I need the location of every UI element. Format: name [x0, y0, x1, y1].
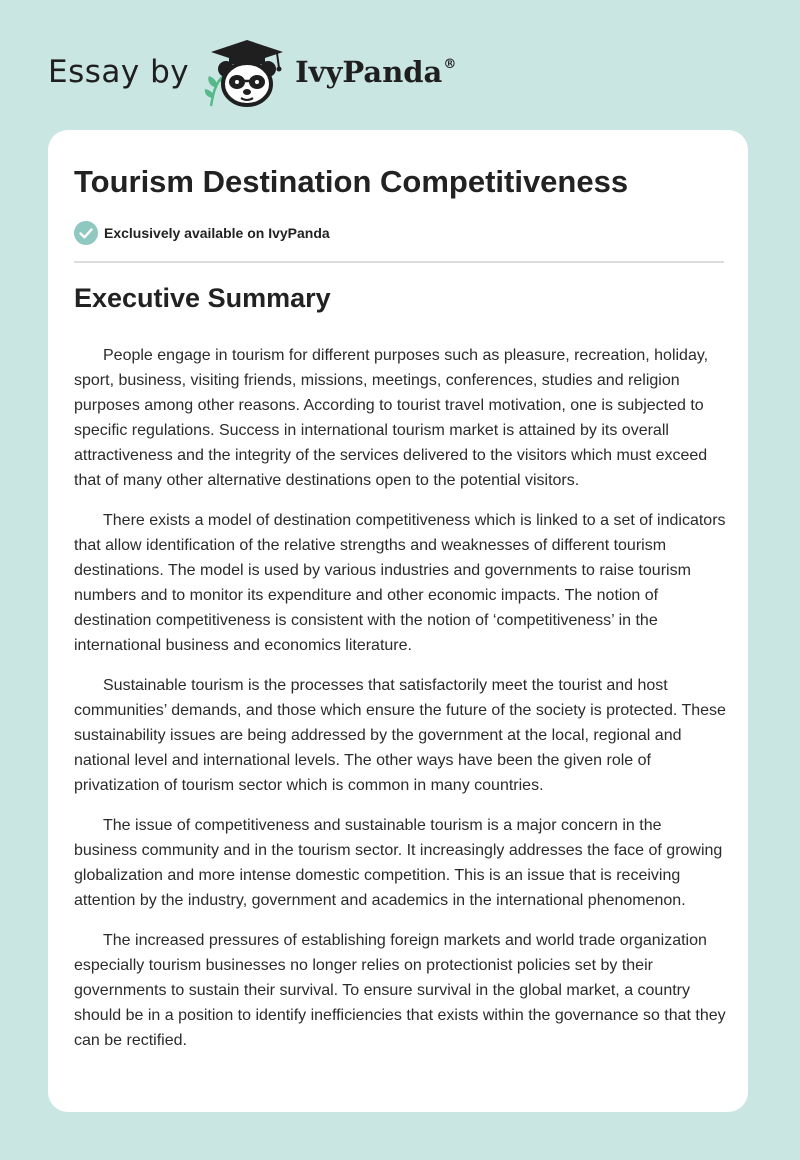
brand-name	[295, 55, 456, 89]
brand-name-text: IvyPanda	[295, 55, 443, 89]
registered-mark: ®	[443, 57, 457, 72]
page-title: Tourism Destination Competitiveness	[74, 164, 629, 199]
paragraph: The issue of competitiveness and sustainable tourism is a major concern in the business community and in the tourism sector. It increasingly addresses the face of growing globalization and more intense domestic competition. This is an issue that is receiving attention by the industry, government and academics in the international phenomenon.	[74, 817, 723, 909]
essay-body	[74, 343, 726, 1068]
badge-text: Exclusively available on IvyPanda	[104, 225, 330, 241]
brand-header[interactable]	[48, 36, 456, 108]
essay-card	[48, 130, 748, 1112]
panda-logo-icon	[203, 36, 291, 108]
exclusive-badge	[74, 221, 330, 245]
paragraph: Sustainable tourism is the processes that satisfactorily meet the tourist and host communities’ demands, and those which ensure the future of the society is protected. These sustainability issues are being addressed by the government at the local, regional and national level and international levels. The other ways have been the given role of privatization of tourism sector which is common in many countries.	[74, 677, 726, 794]
paragraph: The increased pressures of establishing foreign markets and world trade organization especially tourism businesses no longer relies on protectionist policies set by their governments to sustain their survival. To ensure survival in the global market, a country should be in a position to identify inefficiencies that exists within the governance so that they can be rectified.	[74, 932, 726, 1049]
checkmark-circle-icon	[74, 221, 98, 245]
divider	[74, 261, 724, 263]
paragraph: People engage in tourism for different purposes such as pleasure, recreation, holiday, sport, business, visiting friends, missions, meetings, conferences, studies and religion purposes among other reasons. According to tourist travel motivation, one is subjected to specific regulations. Success in international tourism market is attained by its overall attractiveness and the integrity of the services delivered to the visitors which must exceed that of many other alternative destinations open to the potential visitors.	[74, 347, 709, 489]
section-heading: Executive Summary	[74, 283, 331, 313]
brand-prefix: Essay by	[48, 54, 190, 90]
paragraph: There exists a model of destination competitiveness which is linked to a set of indicators that allow identification of the relative strengths and weaknesses of different tourism destinations. The model is used by various industries and governments to raise tourism numbers and to monitor its expenditure and other economic impacts. The notion of destination competitiveness is consistent with the notion of ‘competitiveness’ in the international business and economics literature.	[74, 512, 726, 654]
